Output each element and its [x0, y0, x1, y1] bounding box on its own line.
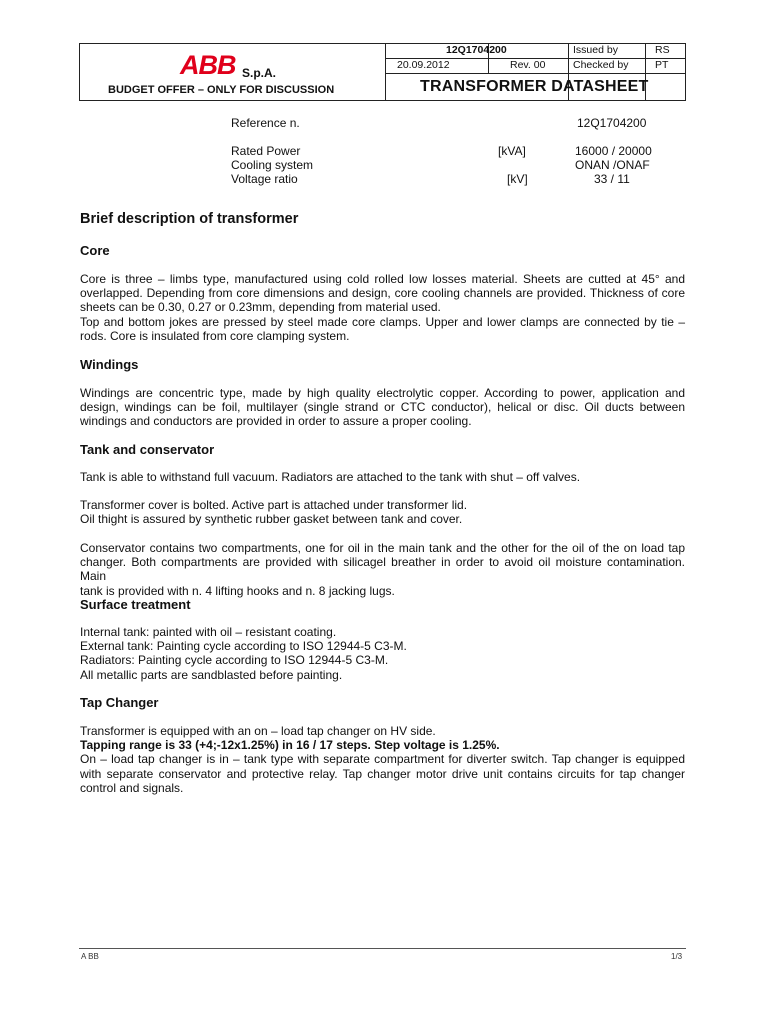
tank-heading: Tank and conservator [80, 442, 215, 457]
voltage-unit: [kV] [507, 172, 528, 186]
core-line: overlapped. Depending from core dimensions and design, core cooling channels are provided. Thickness of core [80, 286, 685, 301]
main-heading: Brief description of transformer [80, 211, 299, 227]
tank-paragraph-2 [80, 498, 685, 526]
doc-date: 20.09.2012 [397, 59, 450, 71]
document-title: TRANSFORMER DATASHEET [420, 78, 649, 95]
abb-logo [180, 50, 240, 80]
windings-line: design, windings can be foil, multilayer (single strand or CTC conductor), helical or disc. Oil ducts between [80, 400, 685, 415]
tank-paragraph-1 [80, 470, 685, 484]
windings-paragraph [80, 386, 685, 429]
rated-power-unit: [kVA] [498, 144, 526, 158]
abb-logo-text: ABB [180, 50, 236, 80]
surface-line: External tank: Painting cycle according to ISO 12944-5 C3-M. [80, 639, 407, 654]
revision: Rev. 00 [510, 59, 546, 71]
doc-number: 12Q1704200 [446, 44, 507, 56]
tank-line: Tank is able to withstand full vacuum. Radiators are attached to the tank with shut – off valves. [80, 470, 581, 484]
footer-divider [79, 948, 686, 949]
tap-changer-heading: Tap Changer [80, 695, 159, 710]
tank-line: changer. Both compartments are provided with silicagel breather in order to avoid oil moisture contamination. Main [80, 555, 685, 584]
windings-line: Windings are concentric type, made by high quality electrolytic copper. According to power, application and [80, 386, 685, 400]
core-paragraph [80, 272, 685, 343]
rated-power-value: 16000 / 20000 [575, 144, 652, 158]
tap-line: On – load tap changer is in – tank type with separate compartment for diverter switch. Tap changer is equipped [80, 752, 685, 767]
tap-range-line: Tapping range is 33 (+4;-12x1.25%) in 16 / 17 steps. Step voltage is 1.25%. [80, 738, 500, 753]
issued-by-value: RS [655, 44, 670, 56]
tank-line: Oil thight is assured by synthetic rubber gasket between tank and cover. [80, 512, 463, 527]
tap-line: control and signals. [80, 780, 184, 795]
core-line: Core is three – limbs type, manufactured using cold rolled low losses material. Sheets are cutted at 45° and [80, 272, 685, 286]
footer-company: A BB [81, 952, 99, 961]
surface-paragraph [80, 625, 685, 682]
company-suffix: S.p.A. [242, 66, 277, 80]
voltage-value: 33 / 11 [594, 172, 630, 186]
surface-line: All metallic parts are sandblasted before painting. [80, 667, 343, 682]
page-number: 1/3 [671, 952, 683, 961]
tap-line: with separate conservator and protective relay. Tap changer motor drive unit contains circuits for tap changer [80, 766, 685, 781]
checked-by-value: PT [655, 59, 669, 71]
tank-paragraph-3 [80, 541, 685, 598]
reference-value: 12Q1704200 [577, 116, 647, 130]
surface-line: Internal tank: painted with oil – resistant coating. [80, 625, 337, 639]
surface-line: Radiators: Painting cycle according to ISO 12944-5 C3-M. [80, 653, 389, 668]
surface-heading: Surface treatment [80, 597, 191, 612]
core-heading: Core [80, 243, 110, 258]
tank-line: Conservator contains two compartments, one for oil in the main tank and the other for the oil of the on load tap [80, 541, 685, 555]
tap-line: Transformer is equipped with an on – load tap changer on HV side. [80, 724, 436, 738]
windings-line: windings and conductors are provided in order to assure a proper cooling. [80, 414, 472, 429]
core-line: rods. Core is insulated from core clamping system. [80, 328, 350, 343]
reference-label: Reference n. [231, 116, 300, 130]
tank-line: Transformer cover is bolted. Active part is attached under transformer lid. [80, 498, 468, 512]
issued-by-label: Issued by [573, 44, 618, 56]
voltage-label: Voltage ratio [231, 172, 298, 186]
windings-heading: Windings [80, 357, 139, 372]
checked-by-label: Checked by [573, 59, 629, 71]
core-line: Top and bottom jokes are pressed by steel made core clamps. Upper and lower clamps are connected by tie – [80, 314, 685, 329]
budget-note: BUDGET OFFER – ONLY FOR DISCUSSION [108, 84, 335, 96]
tap-changer-paragraph [80, 724, 685, 795]
core-line: sheets can be 0.30, 0.27 or 0.23mm, depending from material used. [80, 300, 441, 315]
tank-line: tank is provided with n. 4 lifting hooks and n. 8 jacking lugs. [80, 583, 395, 598]
cooling-label: Cooling system [231, 158, 314, 172]
rated-power-label: Rated Power [231, 144, 301, 158]
cooling-value: ONAN /ONAF [575, 158, 650, 172]
